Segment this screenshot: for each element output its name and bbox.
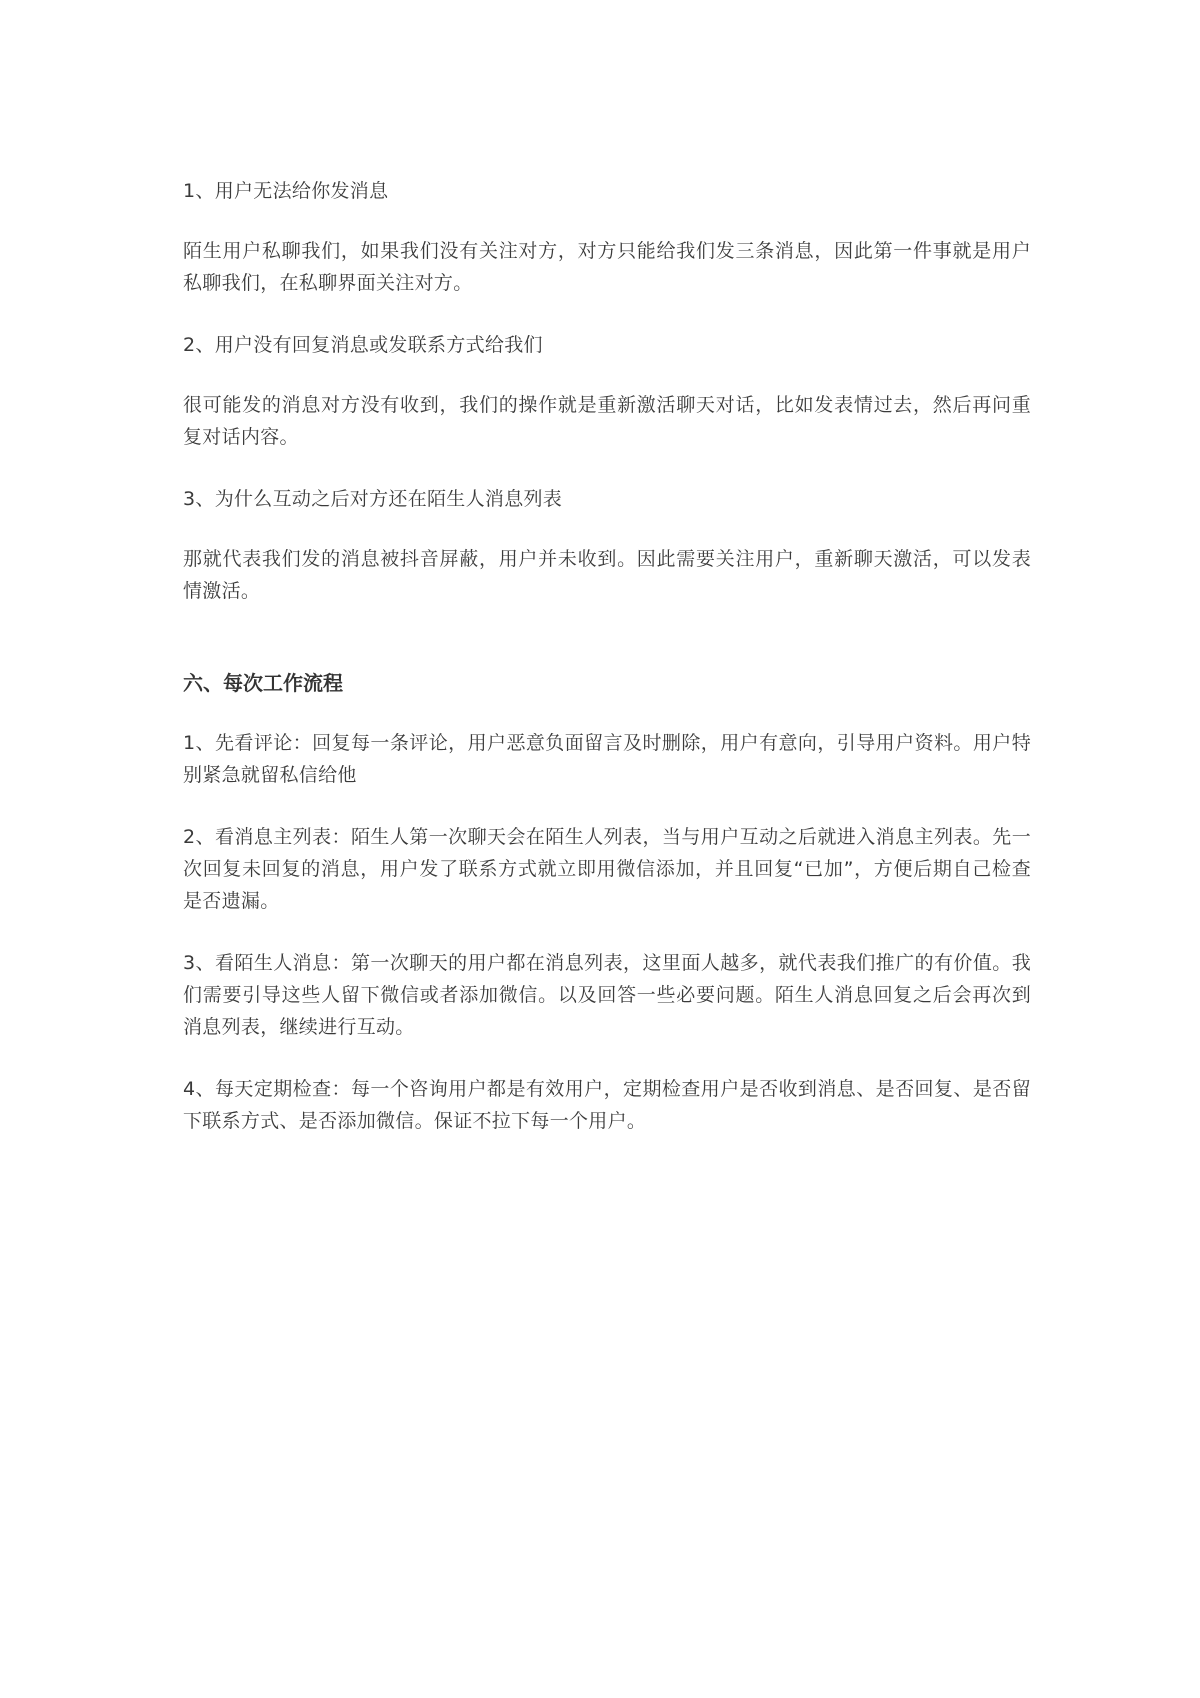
faq-answer-1: 陌生用户私聊我们，如果我们没有关注对方，对方只能给我们发三条消息，因此第一件事就是用户私聊我们，在私聊界面关注对方。	[183, 240, 1031, 294]
document-content	[183, 175, 1031, 1167]
section-title: 六、每次工作流程	[183, 671, 343, 695]
faq-heading-2: 2、用户没有回复消息或发联系方式给我们	[183, 334, 543, 356]
faq-answer-3: 那就代表我们发的消息被抖音屏蔽，用户并未收到。因此需要关注用户，重新聊天激活，可以发表情激活。	[183, 548, 1031, 602]
workflow-step-4: 4、每天定期检查：每一个咨询用户都是有效用户，定期检查用户是否收到消息、是否回复、是否留下联系方式、是否添加微信。保证不拉下每一个用户。	[183, 1078, 1031, 1132]
workflow-step-1: 1、先看评论：回复每一条评论，用户恶意负面留言及时删除，用户有意向，引导用户资料。用户特别紧急就留私信给他	[183, 732, 1031, 786]
workflow-step-2: 2、看消息主列表：陌生人第一次聊天会在陌生人列表，当与用户互动之后就进入消息主列表。先一次回复未回复的消息，用户发了联系方式就立即用微信添加，并且回复“已加”，方便后期自己检查是否遗漏。	[183, 826, 1031, 912]
faq-heading-3: 3、为什么互动之后对方还在陌生人消息列表	[183, 488, 563, 510]
faq-heading-1: 1、用户无法给你发消息	[183, 180, 389, 202]
faq-answer-2: 很可能发的消息对方没有收到，我们的操作就是重新激活聊天对话，比如发表情过去，然后再问重复对话内容。	[183, 394, 1031, 448]
workflow-step-3: 3、看陌生人消息：第一次聊天的用户都在消息列表，这里面人越多，就代表我们推广的有价值。我们需要引导这些人留下微信或者添加微信。以及回答一些必要问题。陌生人消息回复之后会再次到消息列表，继续进行互动。	[183, 952, 1031, 1038]
